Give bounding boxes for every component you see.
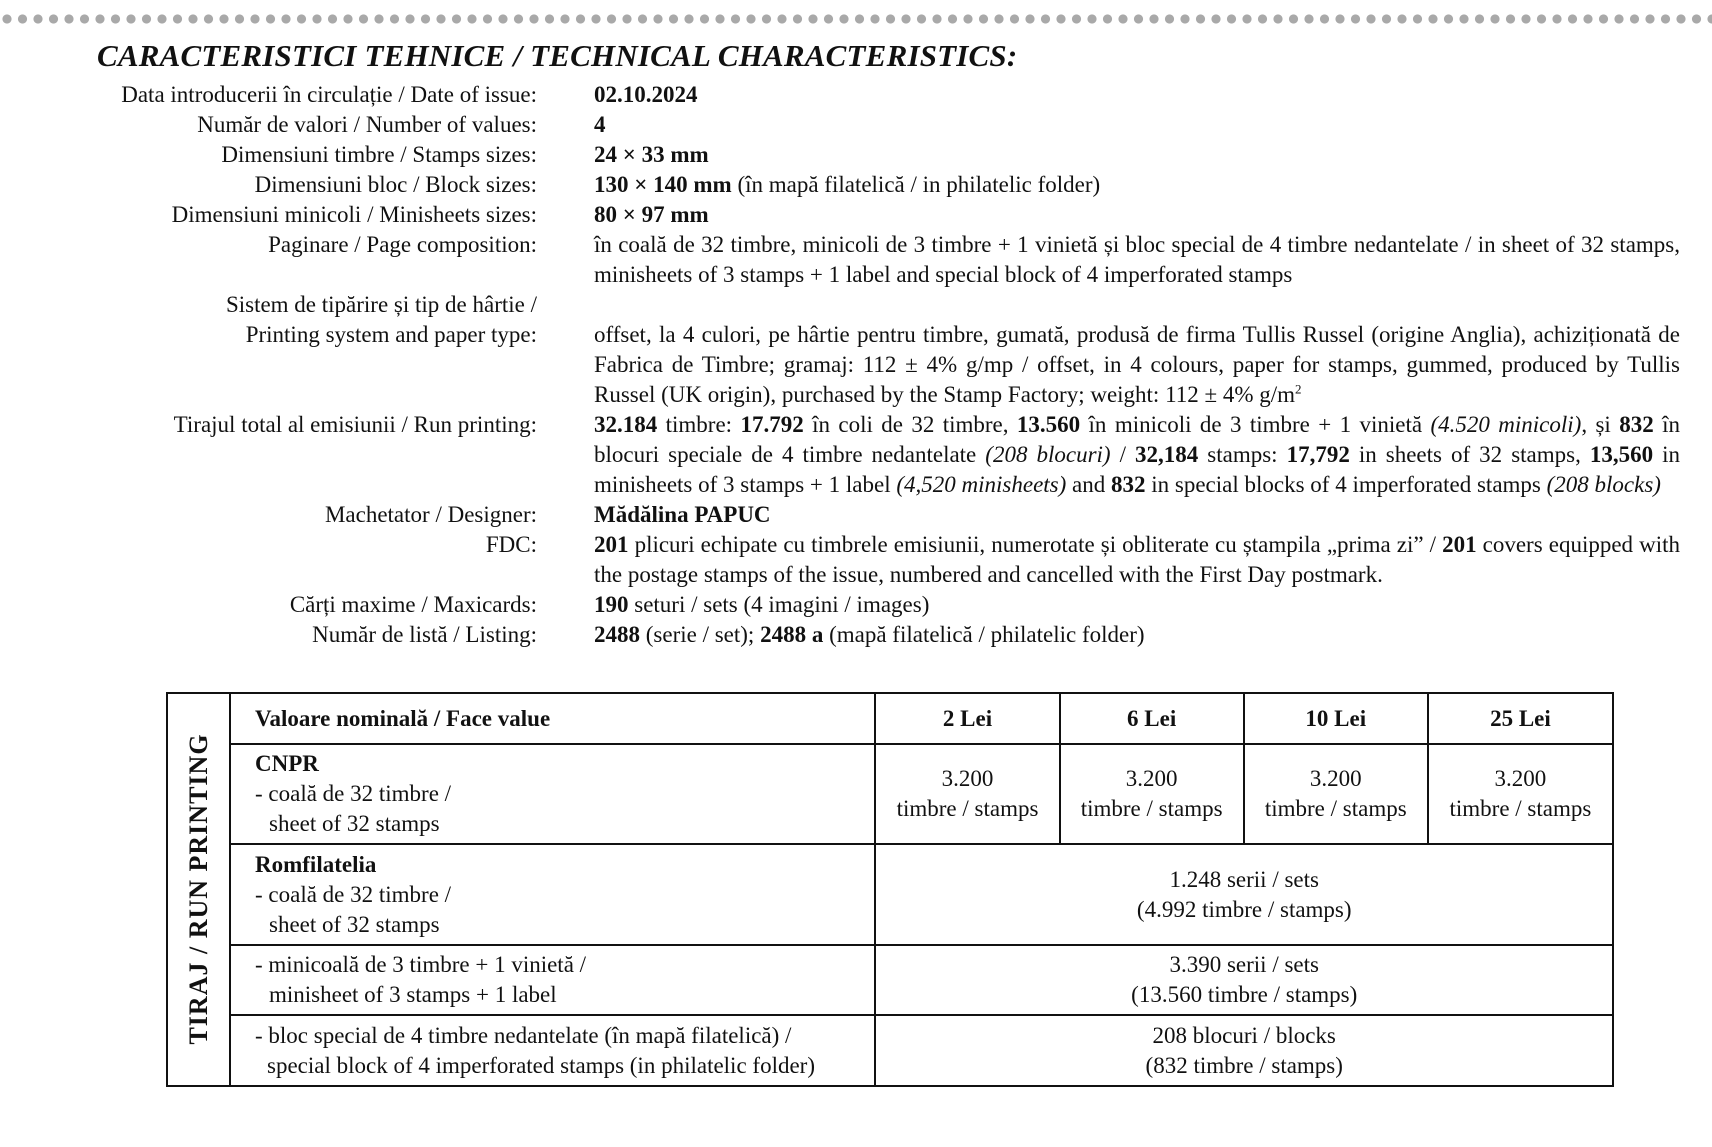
header-value-cell: 2 Lei	[875, 694, 1059, 744]
row-line: special block of 4 imperforated stamps (in philatelic folder)	[267, 1052, 815, 1078]
value-cell	[1428, 744, 1612, 844]
table-row-romfilatelia	[231, 844, 1612, 945]
spec-label: Machetator / Designer:	[324, 502, 537, 527]
spec-label: Data introducerii în circulație / Date of issue:	[121, 82, 537, 107]
spec-label: Dimensiuni minicoli / Minisheets sizes:	[171, 202, 537, 227]
run-text: in minisheets of 3 stamps + 1 label	[594, 442, 1681, 497]
run-text: în coli de 32 timbre,	[803, 412, 1017, 437]
vertical-label: TIRAJ / RUN PRINTING	[184, 733, 213, 1045]
spec-row-printing-label	[0, 290, 1712, 320]
listing-number: 2488 a	[760, 622, 824, 647]
listing-text: (serie / set);	[640, 622, 761, 647]
cell-number: 3.200	[1309, 766, 1362, 791]
spec-label: Cărți maxime / Maxicards:	[289, 592, 537, 617]
spec-value: în coală de 32 timbre, minicoli de 3 timbre + 1 vinietă și bloc special de 4 timbre nedantelate / in sheet of 32 stamps, minisheets of 3 stamps + 1 label and special block of 4 imperforated stamps	[594, 232, 1680, 287]
row-line: - minicoală de 3 timbre + 1 vinietă /	[255, 952, 587, 977]
spec-value: 4	[594, 112, 606, 137]
spec-label: Sistem de tipărire și tip de hârtie /	[225, 292, 537, 317]
maxi-number: 190	[594, 592, 629, 617]
cell-unit: timbre / stamps	[1449, 796, 1592, 821]
spec-row-stamp-size	[0, 140, 1712, 170]
cell-number: 3.200	[1494, 766, 1547, 791]
cell-line: 3.390 serii / sets	[1169, 952, 1319, 977]
row-line: - bloc special de 4 timbre nedantelate (în mapă filatelică) /	[255, 1022, 792, 1048]
fdc-text: covers equipped with the postage stamps of the issue, numbered and cancelled with the First Day postmark.	[594, 532, 1680, 587]
spec-value: Mădălina PAPUC	[594, 502, 771, 527]
run-number: 832	[1111, 472, 1146, 497]
spec-label: Printing system and paper type:	[245, 322, 537, 347]
spec-label: Dimensiuni bloc / Block sizes:	[254, 172, 537, 197]
run-printing-table	[231, 694, 1612, 1085]
run-text: and	[1066, 472, 1111, 497]
page-title: CARACTERISTICI TEHNICE / TECHNICAL CHARACTERISTICS:	[97, 38, 1018, 73]
row-line: sheet of 32 stamps	[269, 811, 440, 836]
spec-label: Număr de listă / Listing:	[312, 622, 537, 647]
cell-number: 3.200	[1125, 766, 1178, 791]
table-row-cnpr	[231, 744, 1612, 844]
value-cell	[1244, 744, 1428, 844]
run-note: (208 blocks)	[1546, 472, 1661, 497]
fdc-number: 201	[594, 532, 629, 557]
spec-label: Dimensiuni timbre / Stamps sizes:	[221, 142, 537, 167]
header-value-cell: 10 Lei	[1244, 694, 1428, 744]
spec-label: Tirajul total al emisiunii / Run printing:	[173, 412, 537, 437]
cell-line: (13.560 timbre / stamps)	[1131, 982, 1358, 1007]
cell-line: 1.248 serii / sets	[1169, 866, 1319, 892]
run-number: 32,184	[1135, 442, 1199, 467]
spec-value: 130 × 140 mm	[594, 172, 732, 197]
run-text: stamps:	[1198, 442, 1287, 467]
spec-value	[594, 620, 1680, 650]
header-value-cell: 6 Lei	[1060, 694, 1244, 744]
run-number: 832	[1619, 412, 1654, 437]
cell-unit: timbre / stamps	[1264, 796, 1407, 821]
value-cell	[875, 744, 1059, 844]
spec-row-run	[0, 410, 1712, 500]
spec-value	[594, 530, 1680, 590]
row-label-cell	[231, 844, 875, 945]
row-name: Romfilatelia	[255, 851, 377, 877]
row-label-cell	[231, 744, 875, 844]
spec-row-printing	[0, 320, 1712, 410]
spec-label: Număr de valori / Number of values:	[197, 112, 537, 137]
run-printing-table-frame	[166, 692, 1614, 1087]
run-text: timbre:	[657, 412, 741, 437]
cell-line: (4.992 timbre / stamps)	[1136, 896, 1352, 922]
cell-unit: timbre / stamps	[1080, 796, 1223, 821]
cell-line: 208 blocuri / blocks	[1152, 1022, 1336, 1048]
run-text: în blocuri speciale de 4 timbre nedantelate	[594, 412, 1680, 467]
spec-value	[594, 410, 1680, 500]
run-text: in sheets of 32 stamps,	[1349, 442, 1590, 467]
header-face-value: Valoare nominală / Face value	[231, 694, 875, 744]
merged-value-cell	[875, 1015, 1612, 1085]
run-number: 32.184	[594, 412, 658, 437]
value-cell	[1060, 744, 1244, 844]
merged-value-cell	[875, 945, 1612, 1015]
spec-note: (în mapă filatelică / in philatelic folder)	[731, 172, 1101, 197]
listing-number: 2488	[594, 622, 640, 647]
run-text: , și	[1581, 412, 1620, 437]
row-line: - coală de 32 timbre /	[255, 881, 452, 907]
table-row-minisheet	[231, 945, 1612, 1015]
cell-unit: timbre / stamps	[896, 796, 1039, 821]
table-row-block	[231, 1015, 1612, 1085]
spec-row-maxicards	[0, 590, 1712, 620]
listing-text: (mapă filatelică / philatelic folder)	[823, 622, 1145, 647]
fdc-text: plicuri echipate cu timbrele emisiunii, numerotate și obliterate cu ștampila „prima zi” /	[628, 532, 1443, 557]
run-number: 17.792	[740, 412, 804, 437]
spec-value	[594, 590, 1680, 620]
spec-row-designer	[0, 500, 1712, 530]
maxi-text: seturi / sets (4 imagini / images)	[628, 592, 930, 617]
run-text: în minicoli de 3 timbre + 1 vinietă	[1080, 412, 1431, 437]
spec-row-listing	[0, 620, 1712, 650]
vertical-label-cell	[168, 694, 231, 1085]
spec-row-values	[0, 110, 1712, 140]
row-line: - coală de 32 timbre /	[255, 781, 452, 806]
spec-row-block-size	[0, 170, 1712, 200]
row-label-cell	[231, 1015, 875, 1085]
spec-value: 02.10.2024	[594, 82, 698, 107]
specs-list	[0, 80, 1712, 650]
spec-row-date	[0, 80, 1712, 110]
row-label-cell	[231, 945, 875, 1015]
header-value-cell: 25 Lei	[1428, 694, 1612, 744]
table-header-row	[231, 694, 1612, 744]
run-number: 13.560	[1016, 412, 1081, 437]
spec-value: offset, la 4 culori, pe hârtie pentru timbre, gumată, produsă de firma Tullis Russel (origine Anglia), achiziționată de Fabrica de Timbre; gramaj: 112 ± 4% g/mp / offset, in 4 colours, paper for stamps, gummed, produced by Tullis Russel (UK origin), purchased by the Stamp Factory; weight: 112 ± 4% g/m	[594, 322, 1680, 407]
run-text: /	[1110, 442, 1136, 467]
spec-value: 24 × 33 mm	[594, 142, 709, 167]
spec-label: FDC:	[485, 532, 537, 557]
perforation-edge	[0, 12, 1712, 26]
run-text: in special blocks of 4 imperforated stamps	[1145, 472, 1547, 497]
superscript: 2	[1295, 381, 1302, 397]
run-note: (4,520 minisheets)	[896, 472, 1067, 497]
spec-row-fdc	[0, 530, 1712, 590]
run-note: (4.520 minicoli)	[1430, 412, 1582, 437]
row-name: CNPR	[255, 751, 319, 776]
merged-value-cell	[875, 844, 1612, 945]
spec-label: Paginare / Page composition:	[268, 232, 537, 257]
spec-row-minisheet-size	[0, 200, 1712, 230]
run-number: 13,560	[1589, 442, 1654, 467]
row-line: minisheet of 3 stamps + 1 label	[269, 982, 557, 1007]
fdc-number: 201	[1442, 532, 1477, 557]
row-line: sheet of 32 stamps	[269, 911, 440, 937]
run-note: (208 blocuri)	[985, 442, 1111, 467]
spec-value: 80 × 97 mm	[594, 202, 709, 227]
run-number: 17,792	[1286, 442, 1350, 467]
spec-row-page-composition	[0, 230, 1712, 290]
cell-number: 3.200	[941, 766, 994, 791]
cell-line: (832 timbre / stamps)	[1145, 1052, 1343, 1078]
